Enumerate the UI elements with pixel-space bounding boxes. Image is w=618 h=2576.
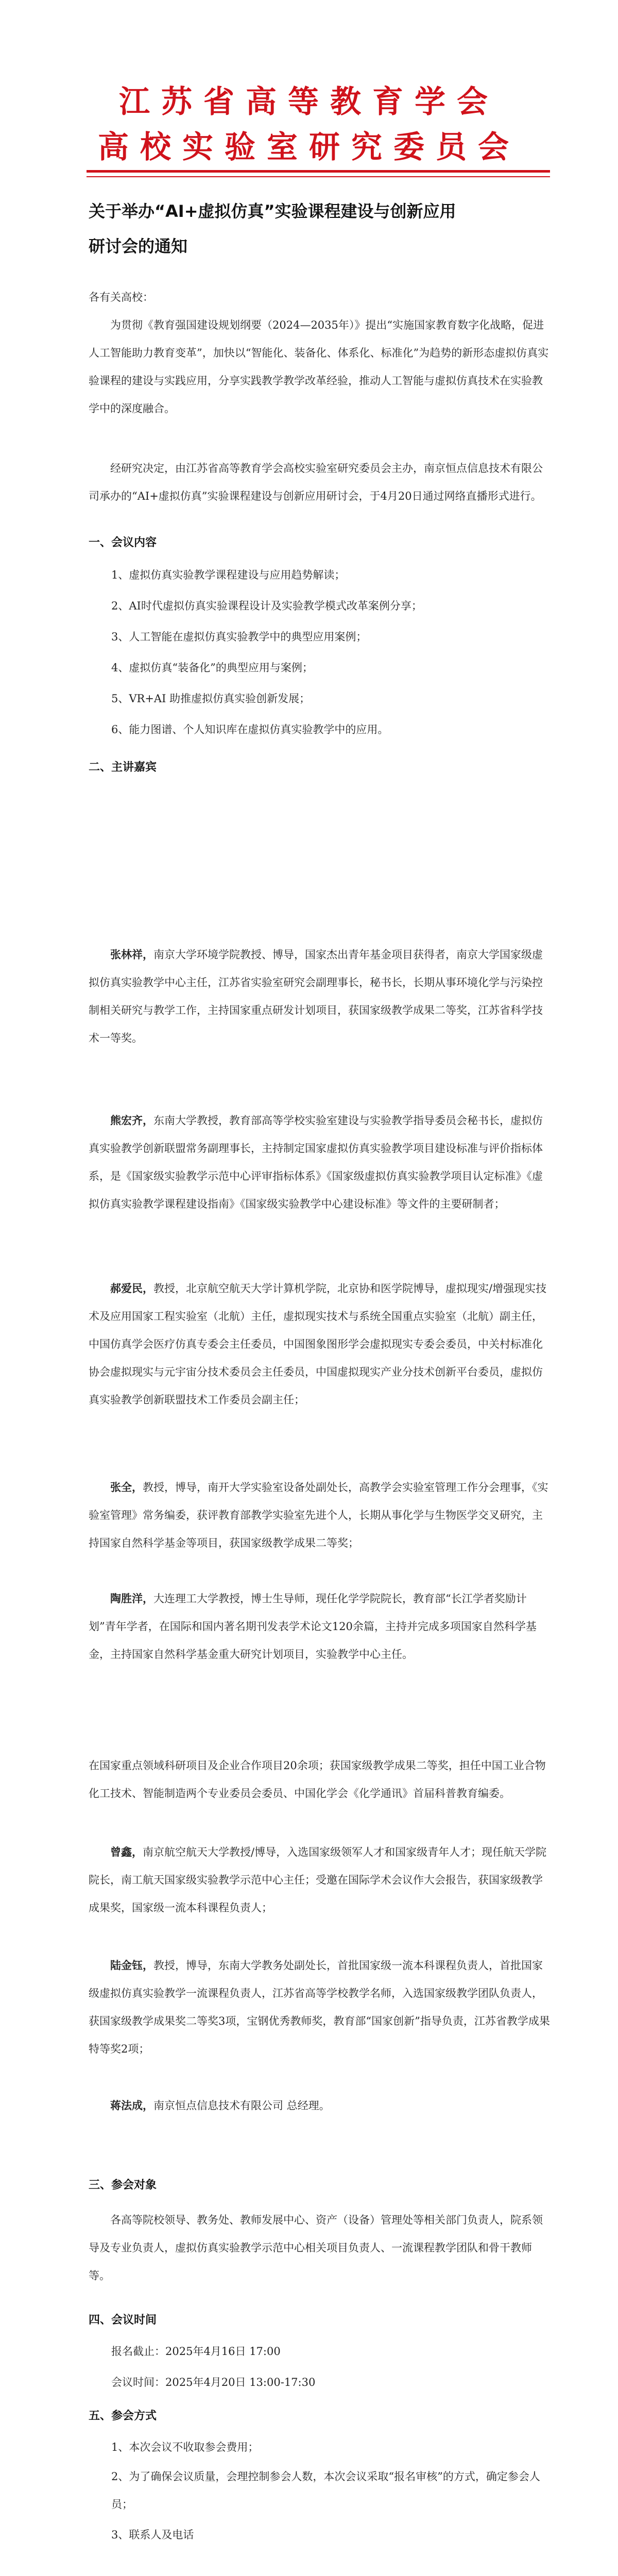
speaker-bio	[89, 1275, 552, 1414]
speaker-bio	[89, 1107, 552, 1218]
topic-item-2: 2、AI时代虚拟仿真实验课程设计及实验教学模式改革案例分享；	[111, 600, 422, 612]
speaker-name: 曾鑫，	[110, 1846, 143, 1858]
speaker-name: 熊宏齐，	[110, 1114, 153, 1127]
speaker-name: 陆金钰，	[110, 1959, 153, 1972]
method-item-3: 3、联系人及电话	[111, 2529, 194, 2541]
section-3-heading: 三、参会对象	[89, 2179, 157, 2192]
speaker-bio-text: 教授，博导，东南大学教务处副处长，首批国家级一流本科课程负责人，首批国家级虚拟仿真实验教学一流课程负责人，江苏省高等学校教学名师，入选国家级教学团队负责人，获国家级教学成果奖二等奖3项，宝钢优秀教师奖，教育部“国家创新”指导负责，江苏省教学成果特等奖2项；	[89, 1959, 550, 2055]
speaker-bio	[89, 1952, 552, 2063]
salutation: 各有关高校：	[89, 291, 153, 303]
speaker-bio-text: 南京航空航天大学教授/博导，入选国家级领军人才和国家级青年人才；现任航天学院院长，南工航天国家级实验教学示范中心主任；受邀在国际学术会议作大会报告，获国家级教学成果奖，国家级一流本科课程负责人；	[89, 1846, 547, 1914]
method-item-2: 2、为了确保会议质量，会理控制参会人数，本次会议采取“报名审核”的方式，确定参会人员；	[111, 2470, 540, 2511]
speaker-bio-text: 南京恒点信息技术有限公司 总经理。	[153, 2099, 330, 2112]
registration-deadline: 报名截止：2025年4月16日 17:00	[111, 2345, 281, 2358]
speaker-name: 陶胜洋，	[110, 1592, 153, 1605]
notice-title-line2: 研讨会的通知	[89, 236, 188, 256]
topic-item-5: 5、VR+AI 助推虚拟仿真实验创新发展；	[111, 692, 311, 705]
section-2-heading: 二、主讲嘉宾	[89, 761, 157, 774]
org-name-line2: 高校实验室研究委员会	[98, 129, 520, 165]
topic-item-6: 6、能力图谱、个人知识库在虚拟仿真实验教学中的应用。	[111, 723, 389, 736]
section-1-heading: 一、会议内容	[89, 536, 157, 549]
speaker-bio	[89, 1585, 552, 1668]
topic-item-3: 3、人工智能在虚拟仿真实验教学中的典型应用案例；	[111, 631, 367, 643]
header-rule-thick	[87, 170, 550, 173]
speaker-name: 张全，	[110, 1481, 143, 1494]
notice-title-line1: 关于举办“AI+虚拟仿真”实验课程建设与创新应用	[89, 201, 456, 221]
method-item-1: 1、本次会议不收取参会费用；	[111, 2441, 259, 2453]
speaker-name: 张林祥，	[110, 948, 153, 961]
speaker-name: 郝爱民，	[110, 1282, 153, 1295]
speaker-bio	[89, 1838, 552, 1922]
speaker-bio-text: 南京大学环境学院教授、博导，国家杰出青年基金项目获得者，南京大学国家级虚拟仿真实验教学中心主任，江苏省实验室研究会副理事长，秘书长，长期从事环境化学与污染控制相关研究与教学工作，主持国家重点研发计划项目，获国家级教学成果二等奖，江苏省科学技术一等奖。	[89, 948, 543, 1044]
speaker-bio	[89, 2092, 552, 2120]
speaker-name: 蒋法成，	[110, 2099, 153, 2112]
topic-item-1: 1、虚拟仿真实验教学课程建设与应用趋势解读；	[111, 569, 346, 581]
speaker-bio-text: 在国家重点领域科研项目及企业合作项目20余项；获国家级教学成果二等奖，担任中国工业合物化工技术、智能制造两个专业委员会委员、中国化学会《化学通讯》首届科普教育编委。	[89, 1759, 546, 1800]
speaker-bio-text: 教授，博导，南开大学实验室设备处副处长，高教学会实验室管理工作分会理事，《实验室管理》常务编委，获评教育部教学实验室先进个人，长期从事化学与生物医学交叉研究，主持国家自然科学基金等项目，获国家级教学成果二等奖；	[89, 1481, 548, 1549]
section-4-heading: 四、会议时间	[89, 2314, 157, 2327]
intro-paragraph-2: 经研究决定，由江苏省高等教育学会高校实验室研究委员会主办，南京恒点信息技术有限公司承办的“AI+虚拟仿真”实验课程建设与创新应用研讨会，于4月20日通过网络直播形式进行。	[89, 462, 543, 502]
header-rule-thin	[87, 176, 550, 177]
speaker-bio-text: 教授，北京航空航天大学计算机学院，北京协和医学院博导，虚拟现实/增强现实技术及应用国家工程实验室（北航）主任，虚拟现实技术与系统全国重点实验室（北航）副主任，中国仿真学会医疗仿真专委会主任委员，中国图象图形学会虚拟现实专委会委员，中关村标准化协会虚拟现实与元宇宙分技术委员会主任委员，中国虚拟现实产业分技术创新平台委员，虚拟仿真实验教学创新联盟技术工作委员会副主任；	[89, 1282, 547, 1406]
audience-paragraph: 各高等院校领导、教务处、教师发展中心、资产（设备）管理处等相关部门负责人，院系领导及专业负责人，虚拟仿真实验教学示范中心相关项目负责人、一流课程教学团队和骨干教师等。	[89, 2214, 543, 2282]
speaker-bio-text: 大连理工大学教授，博士生导师，现任化学学院院长，教育部“长江学者奖励计划”青年学者，在国际和国内著名期刊发表学术论文120余篇，主持并完成多项国家自然科学基金，主持国家自然科学基金重大研究计划项目，实验教学中心主任。	[89, 1592, 537, 1660]
meeting-time: 会议时间：2025年4月20日 13:00-17:30	[111, 2376, 316, 2388]
speaker-bio	[89, 1473, 552, 1557]
speaker-bio	[89, 941, 552, 1052]
topic-item-4: 4、虚拟仿真“装备化”的典型应用与案例；	[111, 662, 313, 674]
org-name-line1: 江苏省高等教育学会	[119, 84, 499, 120]
speaker-bio-text: 东南大学教授，教育部高等学校实验室建设与实验教学指导委员会秘书长，虚拟仿真实验教学创新联盟常务副理事长，主持制定国家虚拟仿真实验教学项目建设标准与评价指标体系，是《国家级实验教学示范中心评审指标体系》《国家级虚拟仿真实验教学项目认定标准》《虚拟仿真实验教学课程建设指南》《国家级实验教学中心建设标准》等文件的主要研制者；	[89, 1114, 543, 1210]
section-5-heading: 五、参会方式	[89, 2410, 157, 2422]
intro-paragraph-1: 为贯彻《教育强国建设规划纲要（2024—2035年）》提出“实施国家教育数字化战略，促进人工智能助力教育变革”，加快以“智能化、装备化、体系化、标准化”为趋势的新形态虚拟仿真实验课程的建设与实践应用，分享实践教学教学改革经验，推动人工智能与虚拟仿真技术在实验教学中的深度融合。	[89, 319, 549, 415]
speaker-bio	[89, 1752, 552, 1807]
